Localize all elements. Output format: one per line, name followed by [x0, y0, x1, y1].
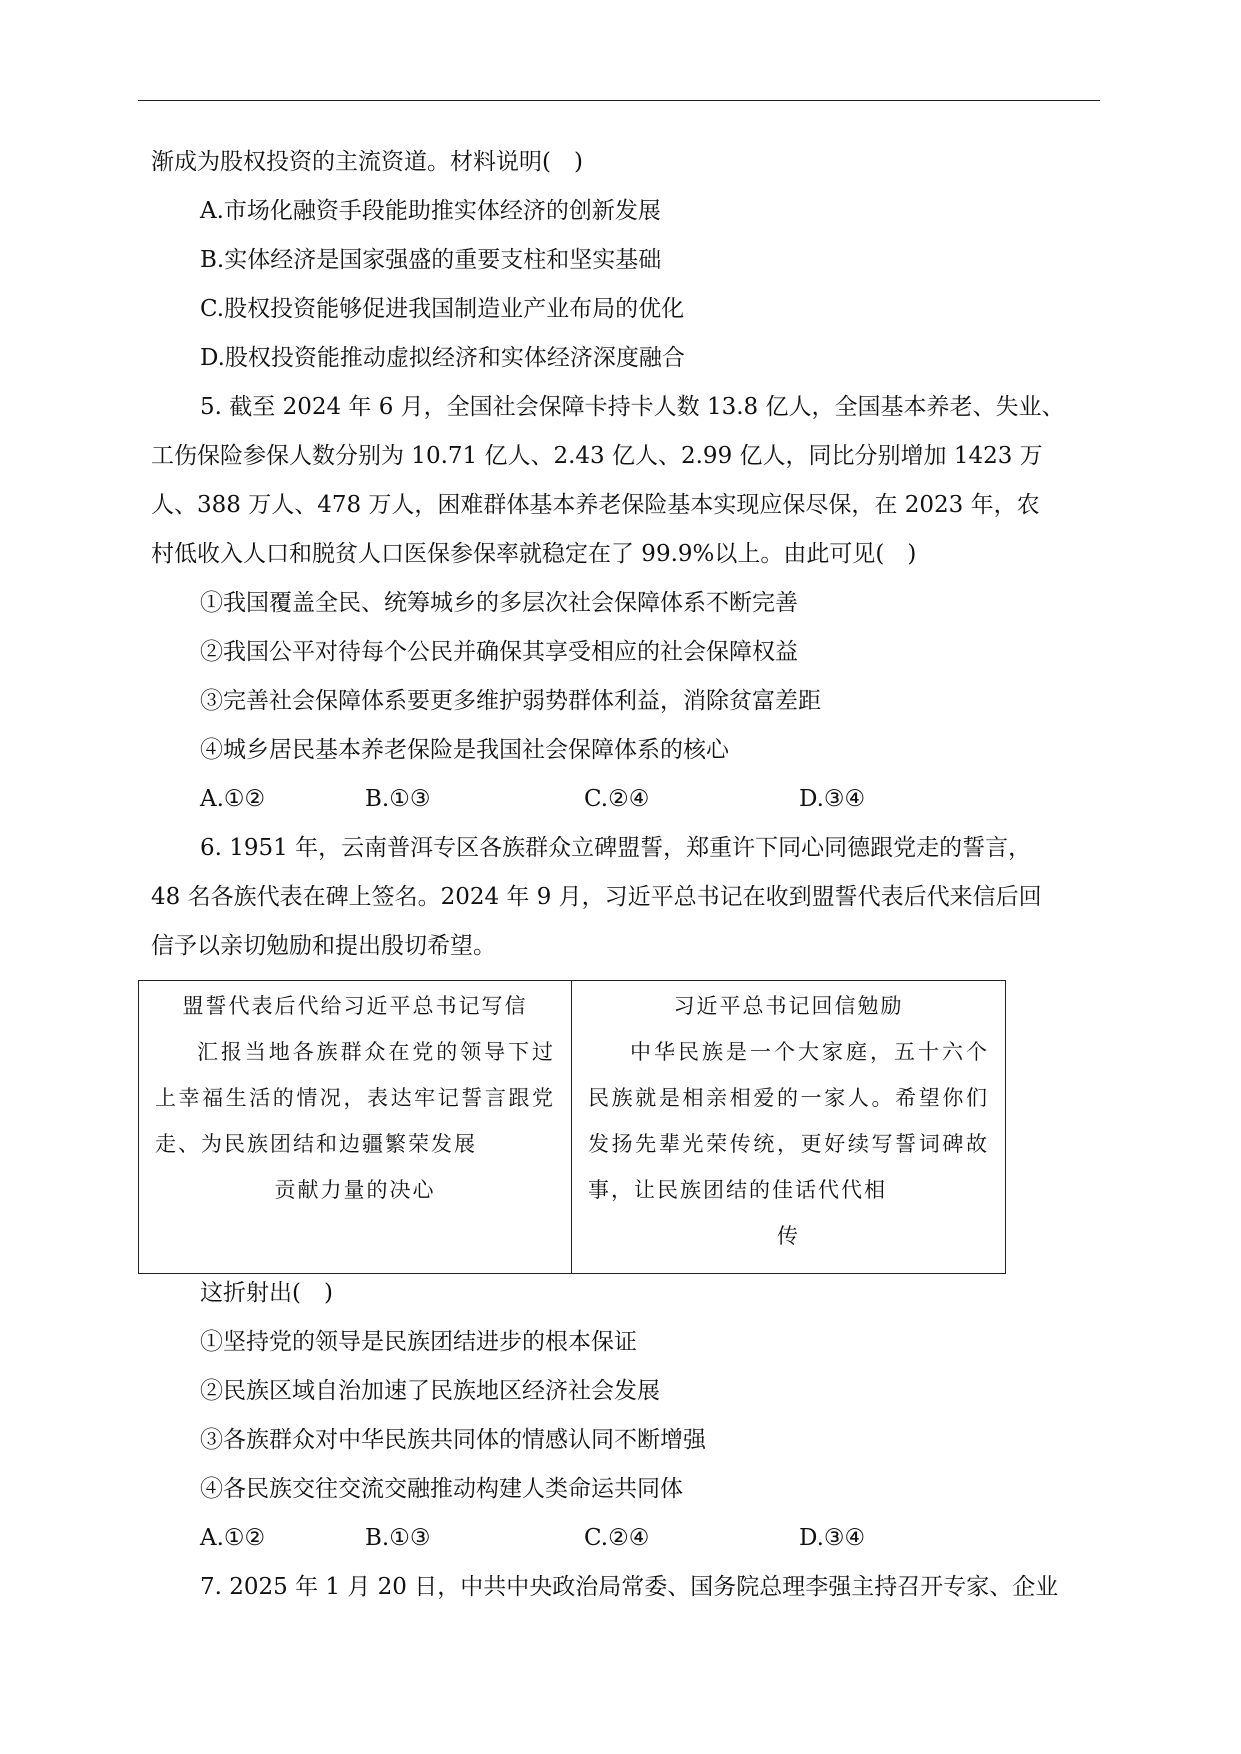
q5-choice-a: A.①②	[200, 786, 266, 812]
table-left-text: 汇报当地各族群众在党的领导下过上幸福生活的情况，表达牢记誓言跟党走、为民族团结和边疆繁荣发展	[155, 1040, 555, 1156]
q6-statement-4: ④各民族交往交流交融推动构建人类命运共同体	[200, 1476, 683, 1502]
q4-option-a: A.市场化融资手段能助推实体经济的创新发展	[200, 198, 661, 224]
q6-after-table	[151, 1277, 1091, 1620]
q5-stem-line: 人、388 万人、478 万人，困难群体基本养老保险基本实现应保尽保，在 2023 年，农	[151, 492, 1040, 518]
q7-stem-start: 7. 2025 年 1 月 20 日，中共中央政治局常委、国务院总理李强主持召开专家、企业	[200, 1574, 1059, 1600]
q6-statement-2: ②民族区域自治加速了民族地区经济社会发展	[200, 1378, 660, 1404]
q6-choice-d: D.③④	[799, 1525, 866, 1551]
q5-choices	[151, 783, 1091, 815]
q5-statement-3: ③完善社会保障体系要更多维护弱势群体利益，消除贫富差距	[200, 688, 821, 714]
table-left-title: 盟誓代表后代给习近平总书记写信	[182, 994, 528, 1018]
q5-statement-1: ①我国覆盖全民、统筹城乡的多层次社会保障体系不断完善	[200, 590, 798, 616]
table-left-text-end: 贡献力量的决心	[274, 1178, 436, 1202]
q6-choice-c: C.②④	[584, 1525, 650, 1551]
q5-statement-2: ②我国公平对待每个公民并确保其享受相应的社会保障权益	[200, 639, 798, 665]
q5-stem-line: 工伤保险参保人数分别为 10.71 亿人、2.43 亿人、2.99 亿人，同比分别增加 1423 万	[151, 443, 1043, 469]
q4-stem-end: 渐成为股权投资的主流资道。材料说明( )	[151, 149, 583, 175]
q5-stem-line: 5. 截至 2024 年 6 月，全国社会保障卡持卡人数 13.8 亿人，全国基本养老、失业、	[200, 394, 1065, 420]
q5-choice-d: D.③④	[799, 786, 866, 812]
q5-choice-b: B.①③	[365, 786, 431, 812]
q6-stem-line: 信予以亲切勉励和提出殷切希望。	[151, 933, 496, 959]
header-rule	[138, 100, 1100, 101]
q5-statement-4: ④城乡居民基本养老保险是我国社会保障体系的核心	[200, 737, 729, 763]
q6-choice-b: B.①③	[365, 1525, 431, 1551]
q6-choices	[151, 1522, 1091, 1554]
q6-question: 这折射出( )	[200, 1280, 333, 1306]
table-left-cell	[139, 981, 572, 1273]
page-body	[151, 146, 1091, 979]
q4-option-b: B.实体经济是国家强盛的重要支柱和坚实基础	[200, 247, 662, 273]
material-table	[138, 980, 1006, 1274]
q6-statement-3: ③各族群众对中华民族共同体的情感认同不断增强	[200, 1427, 706, 1453]
q6-choice-a: A.①②	[200, 1525, 266, 1551]
table-right-text-end: 传	[777, 1224, 800, 1248]
q6-statement-1: ①坚持党的领导是民族团结进步的根本保证	[200, 1329, 637, 1355]
table-right-text: 中华民族是一个大家庭，五十六个民族就是相亲相爱的一家人。希望你们发扬先辈光荣传统，更好续写誓词碑故事，让民族团结的佳话代代相	[588, 1040, 989, 1202]
q5-choice-c: C.②④	[584, 786, 650, 812]
q6-stem-line: 6. 1951 年，云南普洱专区各族群众立碑盟誓，郑重许下同心同德跟党走的誓言，	[200, 835, 1032, 861]
q4-option-d: D.股权投资能推动虚拟经济和实体经济深度融合	[200, 345, 685, 371]
q6-stem-line: 48 名各族代表在碑上签名。2024 年 9 月，习近平总书记在收到盟誓代表后代来信后回	[151, 884, 1042, 910]
q4-option-c: C.股权投资能够促进我国制造业产业布局的优化	[200, 296, 685, 322]
q5-stem-line: 村低收入人口和脱贫人口医保参保率就稳定在了 99.9%以上。由此可见( )	[151, 541, 917, 567]
table-right-title: 习近平总书记回信勉励	[673, 994, 904, 1018]
table-right-cell	[572, 981, 1005, 1273]
